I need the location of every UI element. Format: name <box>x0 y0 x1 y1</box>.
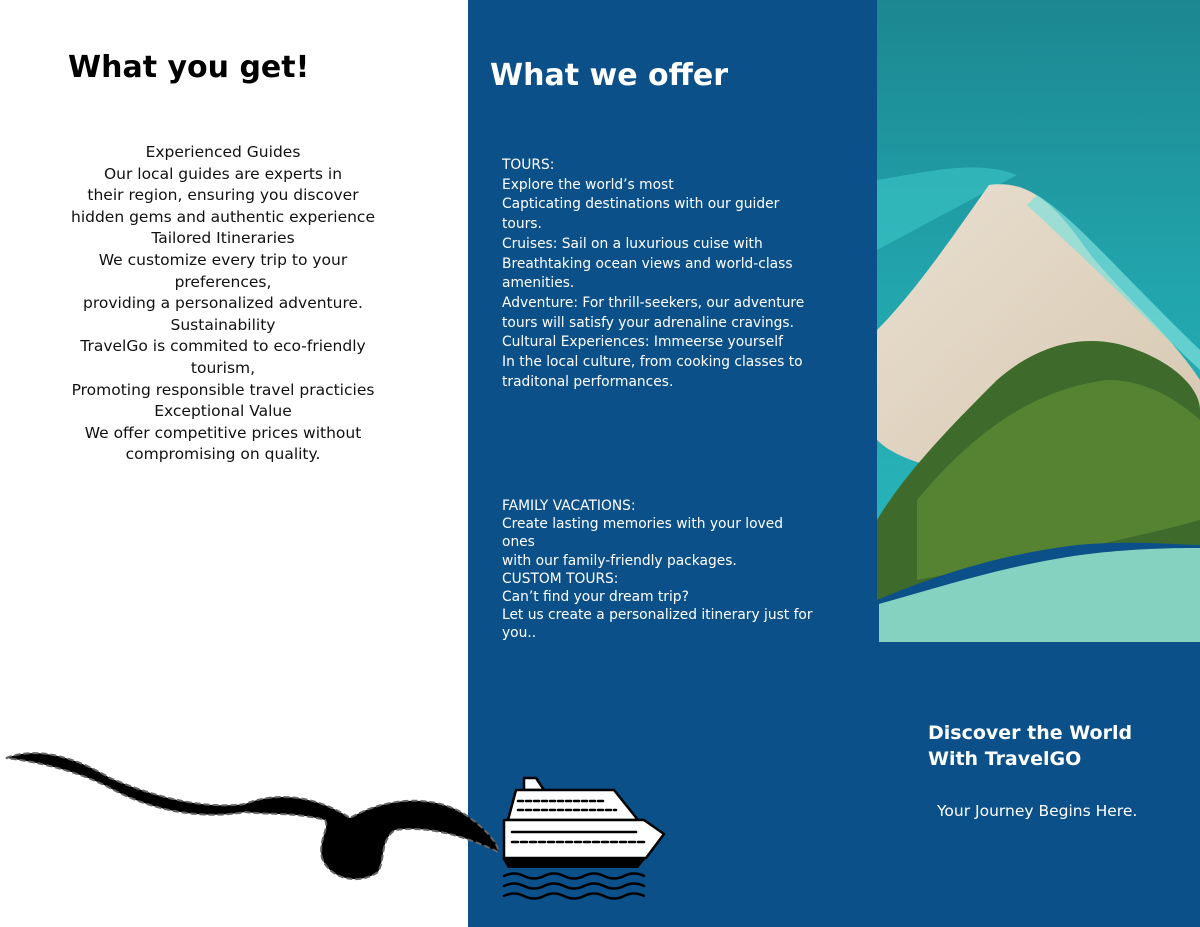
benefits-line: tourism, <box>190 358 256 377</box>
benefits-line: Experienced Guides <box>145 143 301 161</box>
family-line: Create lasting memories with your loved <box>502 516 783 533</box>
benefits-line: Exceptional Value <box>154 402 292 421</box>
benefits-line: compromising on quality. <box>125 445 321 464</box>
benefits-text <box>40 142 406 466</box>
seagull-illustration <box>0 740 510 890</box>
discover-heading <box>928 720 1132 772</box>
tours-line: Adventure: For thrill-seekers, our adventure <box>502 294 805 311</box>
tours-line: tours will satisfy your adrenaline cravings. <box>502 314 794 331</box>
tours-line: In the local culture, from cooking classes to <box>502 354 803 371</box>
benefits-line: We offer competitive prices without <box>84 423 362 442</box>
benefits-line: Our local guides are experts in <box>103 164 343 183</box>
family-text <box>502 497 842 643</box>
tours-line: Cultural Experiences: Immeerse yourself <box>502 334 783 351</box>
tours-line: traditonal performances. <box>502 373 674 390</box>
tours-text <box>502 156 842 392</box>
benefits-line: We customize every trip to your <box>98 250 348 269</box>
benefits-line: preferences, <box>174 272 272 291</box>
family-line: Let us create a personalized itinerary just for <box>502 607 813 624</box>
benefits-line: hidden gems and authentic experience <box>71 207 375 226</box>
benefits-line: Sustainability <box>170 315 276 334</box>
tagline: Your Journey Begins Here. <box>937 802 1138 820</box>
beach-photo-illustration <box>877 0 1200 642</box>
left-panel-title: What you get! <box>68 50 310 85</box>
tours-line: Cruises: Sail on a luxurious cuise with <box>502 235 763 252</box>
benefits-line: TravelGo is commited to eco-friendly <box>80 337 366 356</box>
tours-line: tours. <box>502 216 542 233</box>
family-line: ones <box>502 534 535 551</box>
discover-line-1: Discover the World <box>928 722 1133 744</box>
discover-line-2: With TravelGO <box>928 748 1082 770</box>
benefits-line: their region, ensuring you discover <box>87 186 359 205</box>
tours-line: Capticating destinations with our guider <box>502 196 780 213</box>
tours-line: Breathtaking ocean views and world-class <box>502 255 793 272</box>
beach-photo <box>877 0 1200 642</box>
cruise-ship-icon <box>496 772 672 900</box>
family-line: you.. <box>502 625 537 642</box>
family-line: FAMILY VACATIONS: <box>502 498 636 514</box>
tours-line: amenities. <box>502 275 575 292</box>
tours-line: TOURS: <box>502 157 555 173</box>
family-line: Can’t find your dream trip? <box>502 589 689 606</box>
benefits-line: Tailored Itineraries <box>151 229 295 248</box>
benefits-line: providing a personalized adventure. <box>83 294 363 313</box>
benefits-line: Promoting responsible travel practicies <box>71 380 375 399</box>
family-line: CUSTOM TOURS: <box>502 570 619 587</box>
tours-line: Explore the world’s most <box>502 176 674 193</box>
middle-panel-title: What we offer <box>490 58 729 93</box>
right-panel <box>877 0 1200 927</box>
family-line: with our family-friendly packages. <box>502 552 737 569</box>
